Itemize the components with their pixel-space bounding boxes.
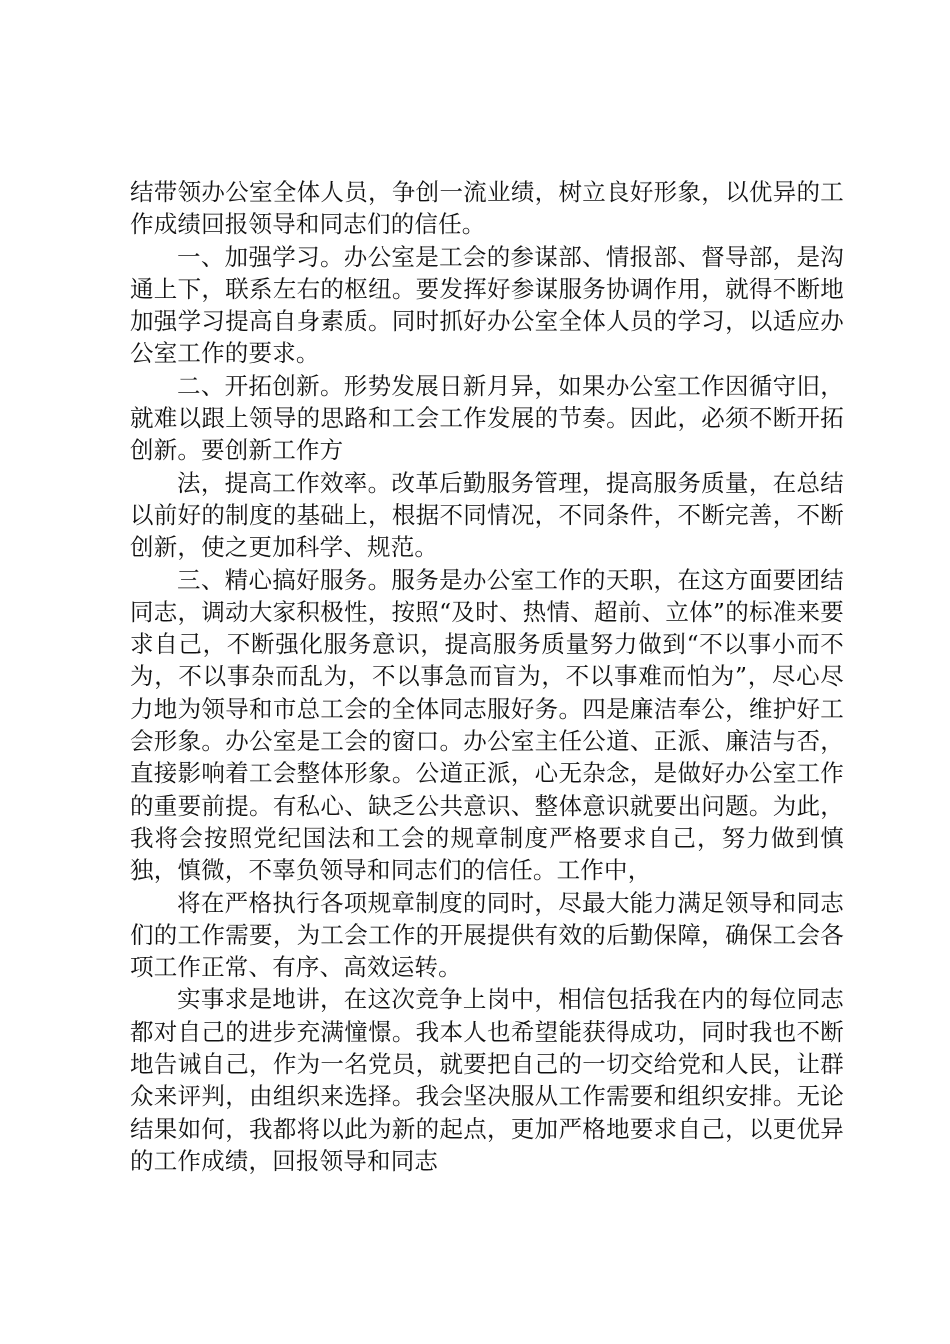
paragraph-conclusion: 实事求是地讲，在这次竞争上岗中，相信包括我在内的每位同志都对自己的进步充满憧憬。我本人也希望能获得成功，同时我也不断地告诫自己，作为一名党员，就要把自己的一切交给党和人民，让群众来评判，由组织来选择。我会坚决服从工作需要和组织安排。无论结果如何，我都将以此为新的起点，更加严格地要求自己，以更优异的工作成绩，回报领导和同志 (130, 985, 844, 1175)
paragraph-innovation-continued: 法，提高工作效率。改革后勤服务管理，提高服务质量，在总结以前好的制度的基础上，根据不同情况，不同条件，不断完善，不断创新，使之更加科学、规范。 (130, 468, 844, 562)
paragraph-strengthen-learning: 一、加强学习。办公室是工会的参谋部、情报部、督导部，是沟通上下，联系左右的枢纽。要发挥好参谋服务协调作用，就得不断地加强学习提高自身素质。同时抓好办公室全体人员的学习，以适应办公室工作的要求。 (130, 242, 844, 368)
paragraph-innovation: 二、开拓创新。形势发展日新月异，如果办公室工作因循守旧，就难以跟上领导的思路和工会工作发展的节奏。因此，必须不断开拓创新。要创新工作方 (130, 371, 844, 465)
paragraph-continuation: 结带领办公室全体人员，争创一流业绩，树立良好形象，以优异的工作成绩回报领导和同志们的信任。 (130, 178, 844, 239)
document-body (130, 176, 844, 1177)
paragraph-service: 三、精心搞好服务。服务是办公室工作的天职，在这方面要团结同志，调动大家积极性，按照“及时、热情、超前、立体”的标准来要求自己，不断强化服务意识，提高服务质量努力做到“不以事小而不为，不以事杂而乱为，不以事急而盲为，不以事难而怕为”，尽心尽力地为领导和市总工会的全体同志服好务。四是廉洁奉公，维护好工会形象。办公室是工会的窗口。办公室主任公道、正派、廉洁与否，直接影响着工会整体形象。公道正派，心无杂念，是做好办公室工作的重要前提。有私心、缺乏公共意识、整体意识就要出问题。为此，我将会按照党纪国法和工会的规章制度严格要求自己，努力做到慎独，慎微，不辜负领导和同志们的信任。工作中， (130, 565, 844, 885)
paragraph-regulations: 将在严格执行各项规章制度的同时，尽最大能力满足领导和同志们的工作需要，为工会工作的开展提供有效的后勤保障，确保工会各项工作正常、有序、高效运转。 (130, 888, 844, 982)
